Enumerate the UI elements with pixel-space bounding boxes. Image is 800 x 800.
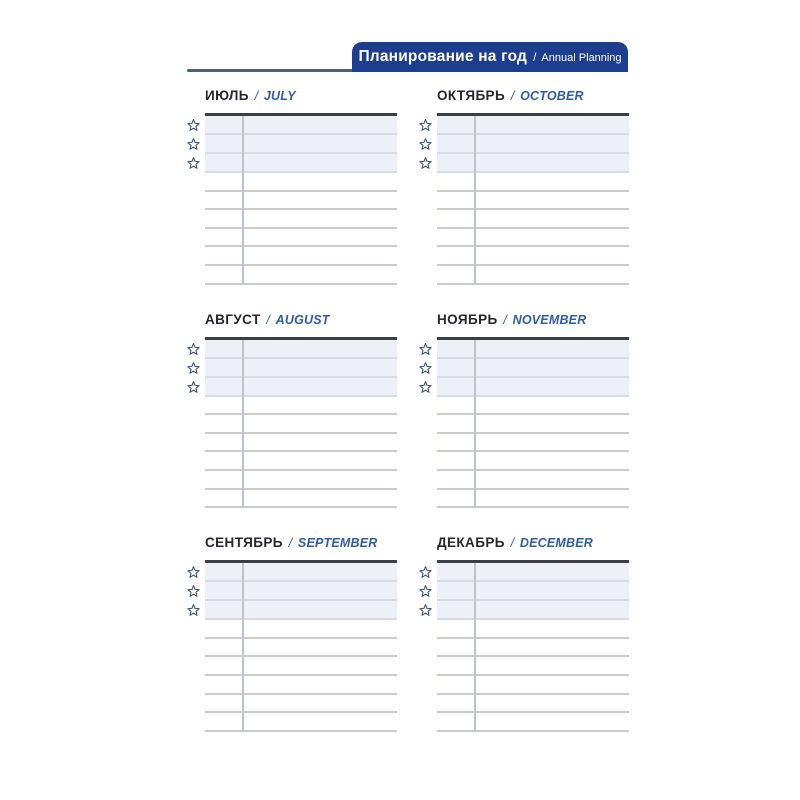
star-icon	[186, 340, 205, 359]
month-header	[186, 88, 397, 104]
ruled-entry-row	[437, 434, 629, 453]
month-header	[186, 535, 397, 551]
column-divider-line	[242, 340, 244, 509]
star-icon	[186, 116, 205, 135]
starred-entry-row	[437, 116, 629, 135]
star-icon	[186, 135, 205, 154]
ruled-entry-row	[437, 415, 629, 434]
month-name-ru: СЕНТЯБРЬ	[205, 535, 283, 551]
star-column	[418, 337, 437, 509]
month-name-separator: /	[510, 536, 515, 551]
star-icon	[186, 582, 205, 601]
star-icon	[418, 154, 437, 173]
rows-area	[205, 113, 397, 285]
ruled-entry-row	[205, 452, 397, 471]
ruled-entry-row	[437, 620, 629, 639]
star-icon	[186, 563, 205, 582]
month-header	[418, 312, 629, 328]
month-name-en: DECEMBER	[519, 536, 593, 551]
ruled-entry-row	[205, 657, 397, 676]
starred-entry-row	[205, 378, 397, 397]
ruled-entry-row	[437, 657, 629, 676]
month-name-separator: /	[266, 312, 270, 327]
ruled-entry-row	[205, 415, 397, 434]
ruled-entry-row	[205, 471, 397, 490]
ruled-entry-row	[437, 471, 629, 490]
ruled-entry-row	[205, 434, 397, 453]
star-column	[186, 113, 205, 285]
ruled-entry-row	[437, 210, 629, 229]
rows-area	[205, 337, 397, 509]
star-icon	[418, 359, 437, 378]
month-section-september	[186, 535, 397, 732]
ruled-entry-row	[437, 639, 629, 658]
month-name-en: SEPTEMBER	[297, 536, 378, 551]
ruled-entry-row	[205, 639, 397, 658]
ruled-entry-row	[205, 676, 397, 695]
ruled-entry-row	[437, 247, 629, 266]
star-icon	[186, 601, 205, 620]
star-icon	[186, 359, 205, 378]
starred-entry-row	[437, 601, 629, 620]
month-name-ru: НОЯБРЬ	[437, 311, 498, 327]
ruled-entry-row	[437, 192, 629, 211]
star-column	[186, 560, 205, 732]
starred-entry-row	[437, 359, 629, 378]
month-header	[186, 312, 397, 328]
ruled-entry-row	[437, 173, 629, 192]
ruled-entry-row	[205, 192, 397, 211]
starred-entry-row	[205, 135, 397, 154]
ruled-entry-row	[205, 490, 397, 509]
rows-area	[205, 560, 397, 732]
ruled-entry-row	[437, 490, 629, 509]
star-column	[418, 113, 437, 285]
column-divider-line	[474, 116, 476, 285]
ruled-entry-row	[437, 713, 629, 732]
rows-area	[437, 560, 629, 732]
ruled-entry-row	[205, 713, 397, 732]
ruled-entry-row	[205, 695, 397, 714]
month-name-ru: ИЮЛЬ	[205, 88, 249, 103]
rows-area	[437, 113, 629, 285]
month-table	[186, 337, 397, 509]
month-table	[186, 560, 397, 732]
starred-entry-row	[437, 135, 629, 154]
month-name-separator: /	[254, 89, 259, 103]
starred-entry-row	[437, 563, 629, 582]
starred-entry-row	[437, 378, 629, 397]
month-name-en: NOVEMBER	[512, 312, 587, 327]
star-icon	[418, 563, 437, 582]
ruled-entry-row	[205, 620, 397, 639]
star-icon	[418, 601, 437, 620]
month-name-ru: ДЕКАБРЬ	[437, 535, 505, 551]
annual-planning-badge	[352, 42, 628, 72]
month-section-december	[418, 535, 629, 732]
star-icon	[186, 378, 205, 397]
starred-entry-row	[205, 340, 397, 359]
ruled-entry-row	[205, 266, 397, 285]
ruled-entry-row	[205, 229, 397, 248]
month-table	[186, 113, 397, 285]
star-icon	[418, 378, 437, 397]
page-title-en: Annual Planning	[541, 52, 622, 64]
starred-entry-row	[205, 601, 397, 620]
column-divider-line	[474, 563, 476, 732]
star-icon	[418, 116, 437, 135]
starred-entry-row	[205, 154, 397, 173]
starred-entry-row	[205, 359, 397, 378]
month-section-august	[186, 312, 397, 509]
starred-entry-row	[205, 563, 397, 582]
month-name-en: AUGUST	[275, 312, 330, 327]
page-title-separator: /	[533, 50, 537, 64]
column-divider-line	[474, 340, 476, 509]
star-icon	[418, 582, 437, 601]
starred-entry-row	[205, 582, 397, 601]
month-section-october	[418, 88, 629, 285]
starred-entry-row	[205, 116, 397, 135]
ruled-entry-row	[205, 397, 397, 416]
star-column	[186, 337, 205, 509]
ruled-entry-row	[205, 173, 397, 192]
month-header	[418, 88, 629, 104]
month-name-separator: /	[288, 536, 293, 551]
ruled-entry-row	[205, 247, 397, 266]
month-name-en: JULY	[263, 89, 296, 103]
column-divider-line	[242, 563, 244, 732]
star-column	[418, 560, 437, 732]
month-section-july	[186, 88, 397, 285]
rows-area	[437, 337, 629, 509]
month-name-ru: АВГУСТ	[205, 311, 261, 327]
star-icon	[186, 154, 205, 173]
star-icon	[418, 135, 437, 154]
ruled-entry-row	[437, 229, 629, 248]
ruled-entry-row	[437, 452, 629, 471]
month-table	[418, 337, 629, 509]
month-name-separator: /	[510, 89, 515, 103]
month-name-separator: /	[503, 312, 507, 327]
month-name-en: OCTOBER	[520, 89, 584, 103]
star-icon	[418, 340, 437, 359]
ruled-entry-row	[437, 266, 629, 285]
month-name-ru: ОКТЯБРЬ	[437, 88, 506, 103]
ruled-entry-row	[205, 210, 397, 229]
starred-entry-row	[437, 582, 629, 601]
month-section-november	[418, 312, 629, 509]
month-header	[418, 535, 629, 551]
starred-entry-row	[437, 154, 629, 173]
page-title-ru: Планирование на год	[358, 48, 528, 65]
ruled-entry-row	[437, 676, 629, 695]
ruled-entry-row	[437, 397, 629, 416]
starred-entry-row	[437, 340, 629, 359]
header-accent-line	[187, 69, 353, 72]
month-table	[418, 560, 629, 732]
ruled-entry-row	[437, 695, 629, 714]
month-table	[418, 113, 629, 285]
column-divider-line	[242, 116, 244, 285]
months-grid	[186, 88, 629, 732]
